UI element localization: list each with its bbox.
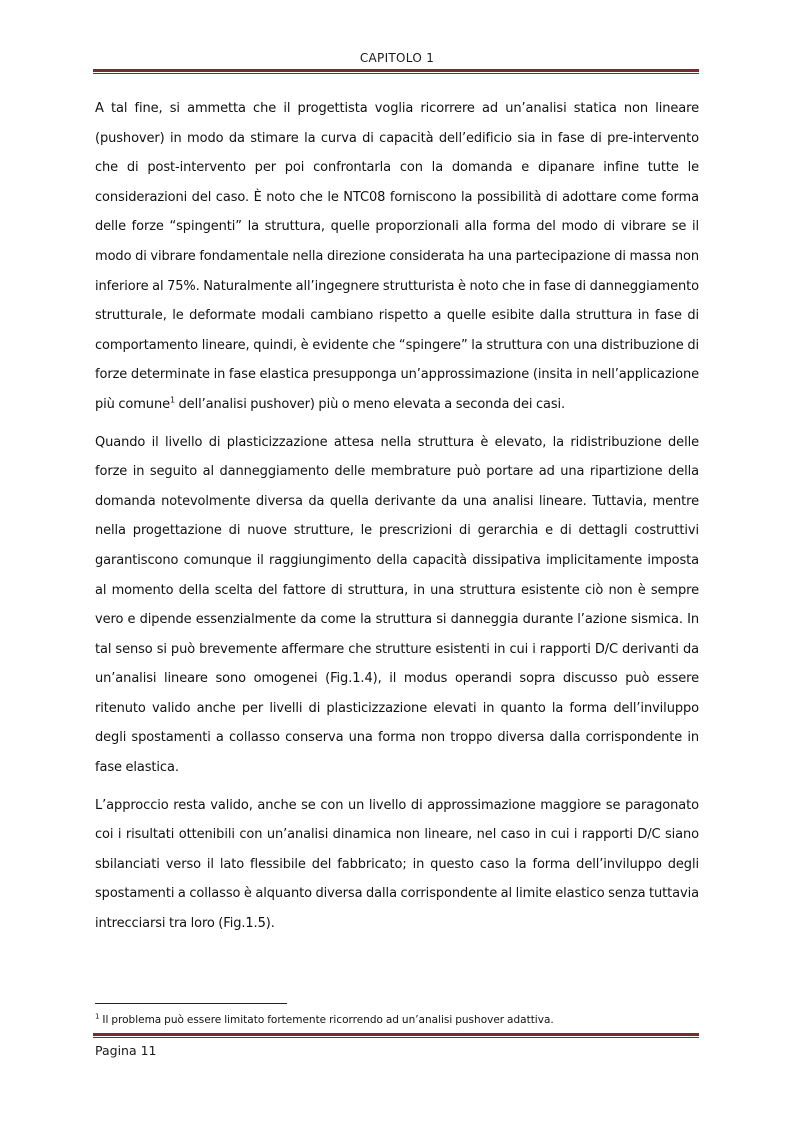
chapter-header: CAPITOLO 1 xyxy=(359,51,435,65)
paragraph-2: Quando il livello di plasticizzazione attesa nella struttura è elevato, la ridistribuzione delle forze in seguito al danneggiamento delle membrature può portare ad una ripartizione della domanda notevolmente diversa da quella derivante da una analisi lineare. Tuttavia, mentre nella progettazione di nuove strutture, le prescrizioni di gerarchia e di dettagli costruttivi garantiscono comunque il raggiungimento della capacità dissipativa implicitamente imposta al momento della scelta del fattore di struttura, in una struttura esistente ciò non è sempre vero e dipende essenzialmente da come la struttura si danneggia durante l’azione sismica. In tal senso si può brevemente affermare che strutture esistenti in cui i rapporti D/C derivanti da un’analisi lineare sono omogenei (Fig.1.4), il modus operandi sopra discusso può essere ritenuto valido anche per livelli di plasticizzazione elevati in quanto la forma dell’inviluppo degli spostamenti a collasso conserva una forma non troppo diversa dalla corrispondente in fase elastica. xyxy=(95,434,699,776)
footnote-reference[interactable]: 1 xyxy=(169,395,175,405)
paragraph-1-text: A tal fine, si ammetta che il progettista voglia ricorrere ad un’analisi statica non lineare (pushover) in modo da stimare la curva di capacità dell’edificio sia in fase di pre-intervento che di post-intervento per poi confrontarla con la domanda e dipanare infine tutte le considerazioni del caso. È noto che le NTC08 forniscono la possibilità di adottare come forma delle forze “spingenti” la struttura, quelle proporzionali alla forma del modo di vibrare se il modo di vibrare fondamentale nella direzione considerata ha una partecipazione di massa non inferiore al 75%. Naturalmente all’ingegnere strutturista è noto che in fase di danneggiamento strutturale, le deformate modali cambiano rispetto a quelle esibite dalla struttura in fase di comportamento lineare, quindi, è evidente che “spingere” la struttura con una distribuzione di forze determinate in fase elastica presupponga un’approssimazione (insita in nell’applicazione più comune xyxy=(95,101,699,412)
footnote-text: Il problema può essere limitato fortemente ricorrendo ad un’analisi pushover adattiva. xyxy=(99,1014,554,1026)
header-divider xyxy=(93,69,699,74)
page-number: Pagina 11 xyxy=(95,1043,157,1058)
footer-divider xyxy=(93,1033,699,1038)
footnote-separator xyxy=(95,1003,287,1004)
footnote xyxy=(95,1012,695,1028)
paragraph-1-text-continued: dell’analisi pushover) più o meno elevata a seconda dei casi. xyxy=(174,396,566,412)
body-text xyxy=(95,94,699,947)
paragraph-1 xyxy=(95,94,699,420)
footnote-marker: 1 xyxy=(95,1012,100,1021)
paragraph-3: L’approccio resta valido, anche se con un livello di approssimazione maggiore se paragonato coi i risultati ottenibili con un’analisi dinamica non lineare, nel caso in cui i rapporti D/C siano sbilanciati verso il lato flessibile del fabbricato; in questo caso la forma dell’inviluppo degli spostamenti a collasso è alquanto diversa dalla corrispondente al limite elastico senza tuttavia intrecciarsi tra loro (Fig.1.5). xyxy=(95,797,699,932)
